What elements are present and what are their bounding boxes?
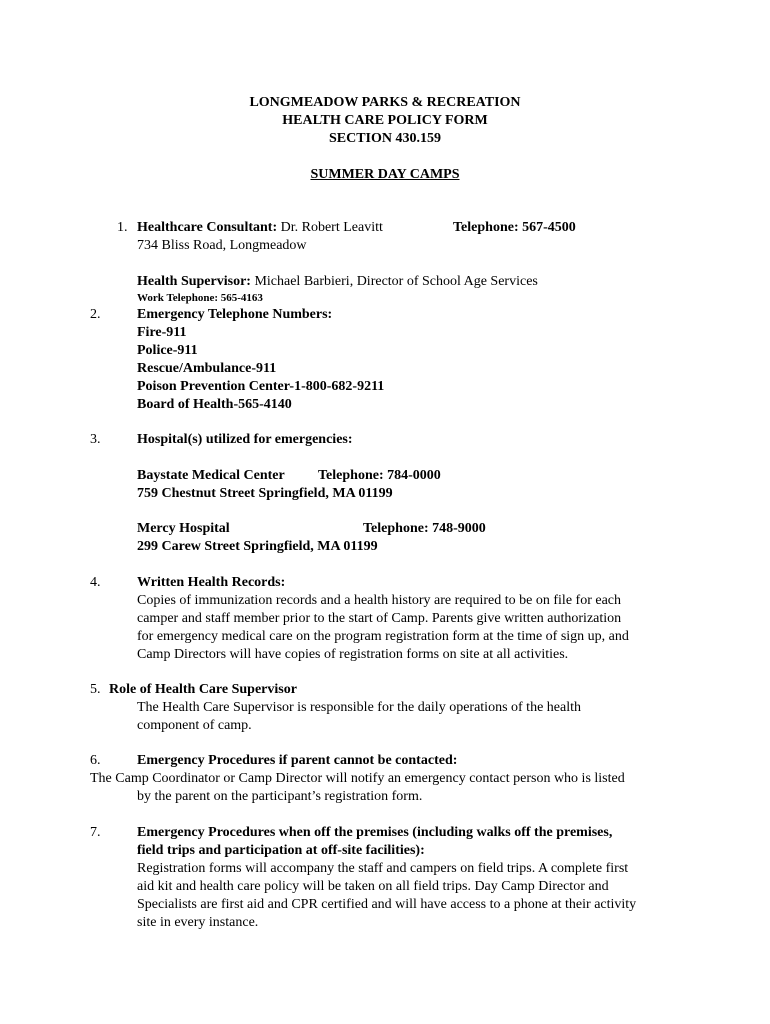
header-line-2: HEALTH CARE POLICY FORM <box>282 113 488 128</box>
header-line-3: SECTION 430.159 <box>328 131 442 146</box>
section-7-number: 7. <box>90 825 101 840</box>
consultant-name: Dr. Robert Leavitt <box>280 220 383 235</box>
consultant-phone: Telephone: 567-4500 <box>453 220 576 235</box>
section-4-title: Written Health Records: <box>137 575 286 590</box>
section-7-line: aid kit and health care policy will be taken on all field trips. Day Camp Director and <box>137 879 609 894</box>
emergency-number: Rescue/Ambulance-911 <box>137 361 277 376</box>
section-2-number: 2. <box>90 307 101 322</box>
hospital-1-phone: Telephone: 784-0000 <box>318 468 441 483</box>
section-7-title: Emergency Procedures when off the premises (including walks off the premises, <box>137 825 613 840</box>
hospital-2-address: 299 Carew Street Springfield, MA 01199 <box>137 539 378 554</box>
section-5-number: 5. <box>90 682 101 697</box>
section-4-number: 4. <box>90 575 101 590</box>
hospital-2-name: Mercy Hospital <box>137 521 230 536</box>
section-7-line: site in every instance. <box>137 915 259 930</box>
hospital-1-address: 759 Chestnut Street Springfield, MA 01199 <box>137 486 393 501</box>
section-6-line: The Camp Coordinator or Camp Director will notify an emergency contact person who is listed <box>90 771 625 786</box>
section-6-line: by the parent on the participant’s registration form. <box>137 789 423 804</box>
header-line-1: LONGMEADOW PARKS & RECREATION <box>249 95 521 110</box>
section-5-title: Role of Health Care Supervisor <box>109 682 297 697</box>
section-4-line: Camp Directors will have copies of registration forms on site at all activities. <box>137 647 569 662</box>
consultant-label: Healthcare Consultant: <box>137 220 278 235</box>
hospital-1-name: Baystate Medical Center <box>137 468 285 483</box>
section-7-line: Specialists are first aid and CPR certified and will have access to a phone at their activity <box>137 897 637 912</box>
section-4-line: Copies of immunization records and a health history are required to be on file for each <box>137 593 621 608</box>
emergency-number: Poison Prevention Center-1-800-682-9211 <box>137 379 385 394</box>
emergency-number: Board of Health-565-4140 <box>137 397 292 412</box>
supervisor-label: Health Supervisor: <box>137 274 251 289</box>
section-1-number: 1. <box>117 220 128 235</box>
section-2-title: Emergency Telephone Numbers: <box>137 307 333 322</box>
work-telephone: Work Telephone: 565-4163 <box>137 292 263 304</box>
health-supervisor <box>137 273 538 291</box>
section-3-number: 3. <box>90 432 101 447</box>
section-4-line: camper and staff member prior to the start of Camp. Parents give written authorization <box>137 611 622 626</box>
section-1-consultant <box>137 219 383 237</box>
section-7-title: field trips and participation at off-site facilities): <box>137 843 425 858</box>
section-3-title: Hospital(s) utilized for emergencies: <box>137 432 353 447</box>
emergency-number: Fire-911 <box>137 325 187 340</box>
section-4-line: for emergency medical care on the program registration form at the time of sign up, and <box>137 629 629 644</box>
section-6-title: Emergency Procedures if parent cannot be contacted: <box>137 753 458 768</box>
section-5-line: component of camp. <box>137 718 252 733</box>
supervisor-value: Michael Barbieri, Director of School Age Services <box>254 274 538 289</box>
consultant-address: 734 Bliss Road, Longmeadow <box>137 238 307 253</box>
emergency-number: Police-911 <box>137 343 198 358</box>
hospital-2-phone: Telephone: 748-9000 <box>363 521 486 536</box>
section-7-line: Registration forms will accompany the staff and campers on field trips. A complete first <box>137 861 629 876</box>
section-5-line: The Health Care Supervisor is responsible for the daily operations of the health <box>137 700 581 715</box>
section-6-number: 6. <box>90 753 101 768</box>
header-subtitle: SUMMER DAY CAMPS <box>310 167 460 182</box>
